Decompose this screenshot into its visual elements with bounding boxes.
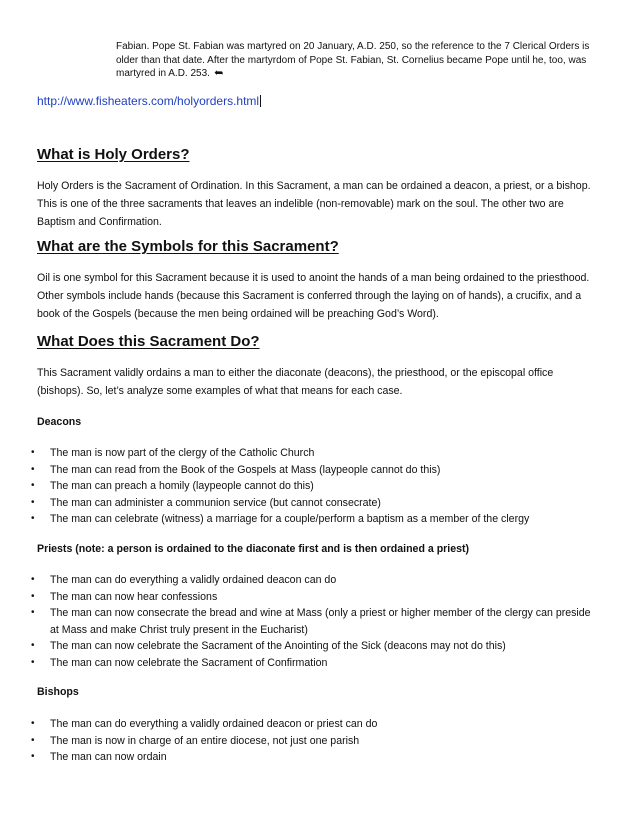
text-cursor: [260, 95, 261, 107]
bullet-icon: •: [31, 590, 35, 602]
bullet-icon: •: [31, 734, 35, 746]
footnote-text: Fabian. Pope St. Fabian was martyred on 20 January, A.D. 250, so the reference to the 7 Clerical Orders is older than that date. After the martyrdom of Pope St. Fabian, St. Cornelius became Pope until he, too, was martyred in A.D. 253.: [116, 41, 590, 79]
bullet-icon: •: [31, 751, 35, 762]
list-item: • The man can administer a communion service (but cannot consecrate): [0, 495, 600, 512]
bullet-icon: •: [31, 607, 35, 618]
paragraph-what-does-sacrament-do: This Sacrament validly ordains a man to either the diaconate (deacons), the priesthood, or the episcopal office (bishops). So, let’s analyze some examples of what that means for each case.: [37, 367, 554, 397]
source-link[interactable]: [37, 94, 261, 108]
bullet-icon: •: [31, 718, 35, 729]
list-item: • The man can now ordain: [0, 749, 600, 766]
bullet-icon: •: [31, 480, 35, 491]
return-arrow-icon[interactable]: ➦: [213, 67, 224, 79]
list-item: • The man can celebrate (witness) a marriage for a couple/perform a baptism as a member of the clergy: [0, 511, 600, 528]
list-item: • The man can now hear confessions: [0, 589, 600, 606]
list-item: • The man can do everything a validly ordained deacon or priest can do: [0, 716, 600, 733]
list-bishops: [0, 716, 600, 766]
subhead-deacons: Deacons: [37, 416, 82, 428]
bullet-icon: •: [31, 496, 35, 508]
bullet-icon: •: [31, 574, 35, 585]
bullet-icon: •: [31, 447, 35, 458]
list-item: • The man is now part of the clergy of the Catholic Church: [0, 445, 600, 462]
list-item: • The man can now celebrate the Sacrament of the Anointing of the Sick (deacons may not do this): [0, 638, 600, 655]
paragraph-symbols: Oil is one symbol for this Sacrament because it is used to anoint the hands of a man being ordained to the priesthood. Other symbols include hands (because this Sacrament is conferred through the laying on of hands), a crucifix, and a book of the Gospels (because the men being ordained will be preaching God’s Word).: [37, 272, 590, 320]
subhead-bishops: Bishops: [37, 686, 79, 698]
subhead-priests: Priests (note: a person is ordained to the diaconate first and is then ordained a priest): [37, 543, 470, 555]
heading-symbols: What are the Symbols for this Sacrament?: [37, 238, 339, 255]
paragraph-what-is-holy-orders: Holy Orders is the Sacrament of Ordination. In this Sacrament, a man can be ordained a deacon, a priest, or a bishop. This is one of the three sacraments that leaves an indelible (non-removable) mark on the soul. The other two are Baptism and Confirmation.: [37, 180, 591, 228]
list-item: • The man can read from the Book of the Gospels at Mass (laypeople cannot do this): [0, 462, 600, 479]
footnote: [116, 40, 606, 81]
list-item: • The man can do everything a validly ordained deacon can do: [0, 572, 600, 589]
list-item: • The man can now consecrate the bread and wine at Mass (only a priest or higher member of the clergy can preside at Mass and make Christ truly present in the Eucharist): [31, 607, 591, 636]
list-item: • The man is now in charge of an entire diocese, not just one parish: [0, 733, 600, 750]
bullet-icon: •: [31, 513, 35, 524]
source-link-text[interactable]: http://www.fisheaters.com/holyorders.html: [37, 94, 260, 108]
list-item: • The man can now celebrate the Sacrament of Confirmation: [0, 655, 600, 672]
heading-what-does-sacrament-do: What Does this Sacrament Do?: [37, 333, 260, 350]
list-deacons: [0, 445, 600, 528]
bullet-icon: •: [31, 640, 35, 651]
heading-what-is-holy-orders: What is Holy Orders?: [37, 146, 190, 163]
bullet-icon: •: [31, 463, 35, 475]
bullet-icon: •: [31, 656, 35, 668]
list-priests: [0, 572, 600, 671]
list-item: • The man can preach a homily (laypeople cannot do this): [0, 478, 600, 495]
